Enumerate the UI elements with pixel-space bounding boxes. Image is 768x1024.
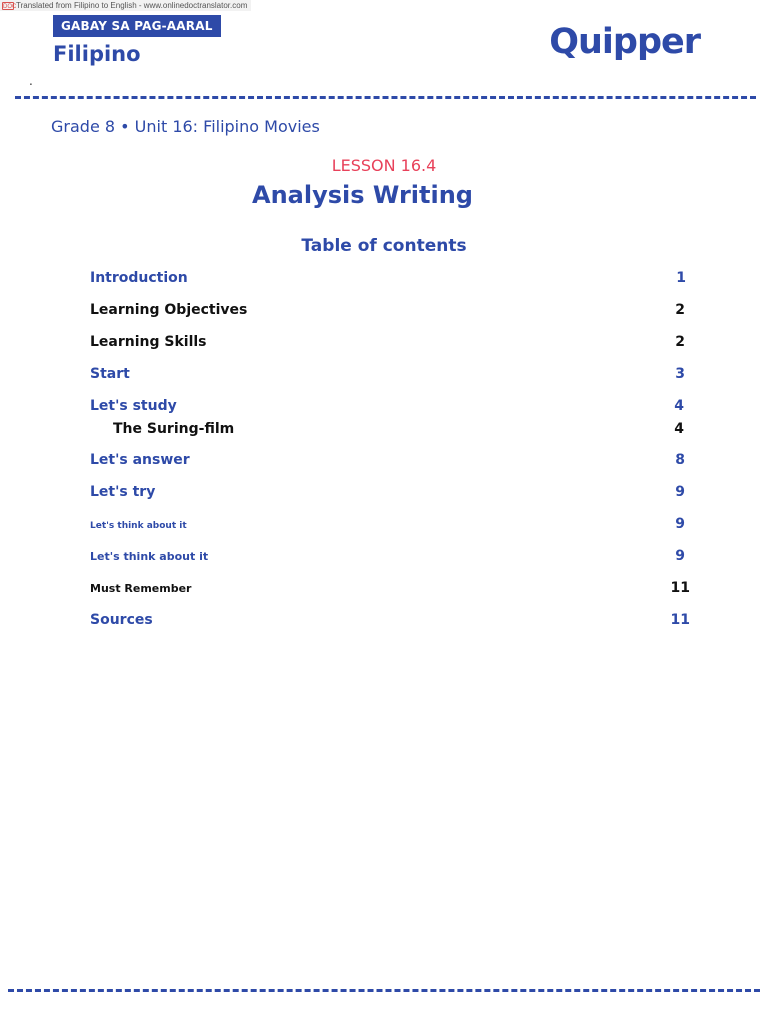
- toc-item-label: Learning Objectives: [90, 302, 248, 318]
- toc-item-lets-answer[interactable]: [90, 452, 690, 468]
- lesson-title: Analysis Writing: [252, 181, 473, 209]
- toc-item-label: Let's think about it: [90, 521, 187, 531]
- toc-item-lets-try[interactable]: [90, 484, 690, 500]
- toc-item-page: 9: [675, 484, 685, 500]
- toc-item-label: Must Remember: [90, 582, 192, 595]
- toc-item-start[interactable]: [90, 366, 690, 382]
- toc-item-label: Let's answer: [90, 452, 190, 468]
- document-translate-icon: DOC: [3, 3, 17, 10]
- toc-item-lets-think[interactable]: [90, 548, 690, 564]
- subject-title: Filipino: [53, 42, 141, 66]
- translation-banner-text[interactable]: Translated from Filipino to English - www.onlinedoctranslator.com: [16, 1, 248, 10]
- toc-item-page: 11: [670, 612, 690, 628]
- bottom-dashed-divider: [8, 989, 760, 992]
- toc-item-label: Sources: [90, 612, 153, 628]
- study-guide-badge: GABAY SA PAG-AARAL: [53, 15, 221, 37]
- stray-dot: .: [29, 74, 33, 88]
- toc-item-sources[interactable]: [90, 612, 690, 628]
- toc-item-page: 4: [674, 398, 684, 414]
- toc-item-page: 9: [675, 548, 685, 564]
- toc-item-page: 9: [675, 516, 685, 532]
- toc-item-page: 1: [676, 270, 686, 286]
- toc-item-label: The Suring-film: [113, 421, 235, 437]
- lesson-number: LESSON 16.4: [331, 156, 437, 175]
- toc-item-label: Introduction: [90, 270, 188, 286]
- toc-subitem-suring-film[interactable]: [90, 421, 690, 437]
- toc-item-must-remember[interactable]: [90, 580, 690, 596]
- toc-item-label: Start: [90, 366, 130, 382]
- quipper-logo: Quipper: [549, 22, 700, 62]
- toc-item-learning-objectives[interactable]: [90, 302, 690, 318]
- toc-heading: Table of contents: [301, 236, 467, 256]
- translation-banner[interactable]: [0, 0, 251, 11]
- toc-item-page: 8: [675, 452, 685, 468]
- toc-item-label: Let's think about it: [90, 550, 209, 563]
- toc-item-page: 2: [675, 334, 685, 350]
- toc-item-label: Let's study: [90, 398, 177, 414]
- toc-item-introduction[interactable]: [90, 270, 690, 286]
- toc-item-page: 2: [675, 302, 685, 318]
- top-dashed-divider: [15, 96, 756, 99]
- breadcrumb: Grade 8 • Unit 16: Filipino Movies: [51, 117, 320, 136]
- toc-item-learning-skills[interactable]: [90, 334, 690, 350]
- toc-item-label: Learning Skills: [90, 334, 207, 350]
- toc-item-page: 4: [674, 421, 684, 437]
- toc-item-label: Let's try: [90, 484, 156, 500]
- toc-item-page: 11: [670, 580, 690, 596]
- toc-item-lets-think-small[interactable]: [90, 516, 690, 532]
- toc-item-lets-study[interactable]: [90, 398, 690, 414]
- toc-item-page: 3: [675, 366, 685, 382]
